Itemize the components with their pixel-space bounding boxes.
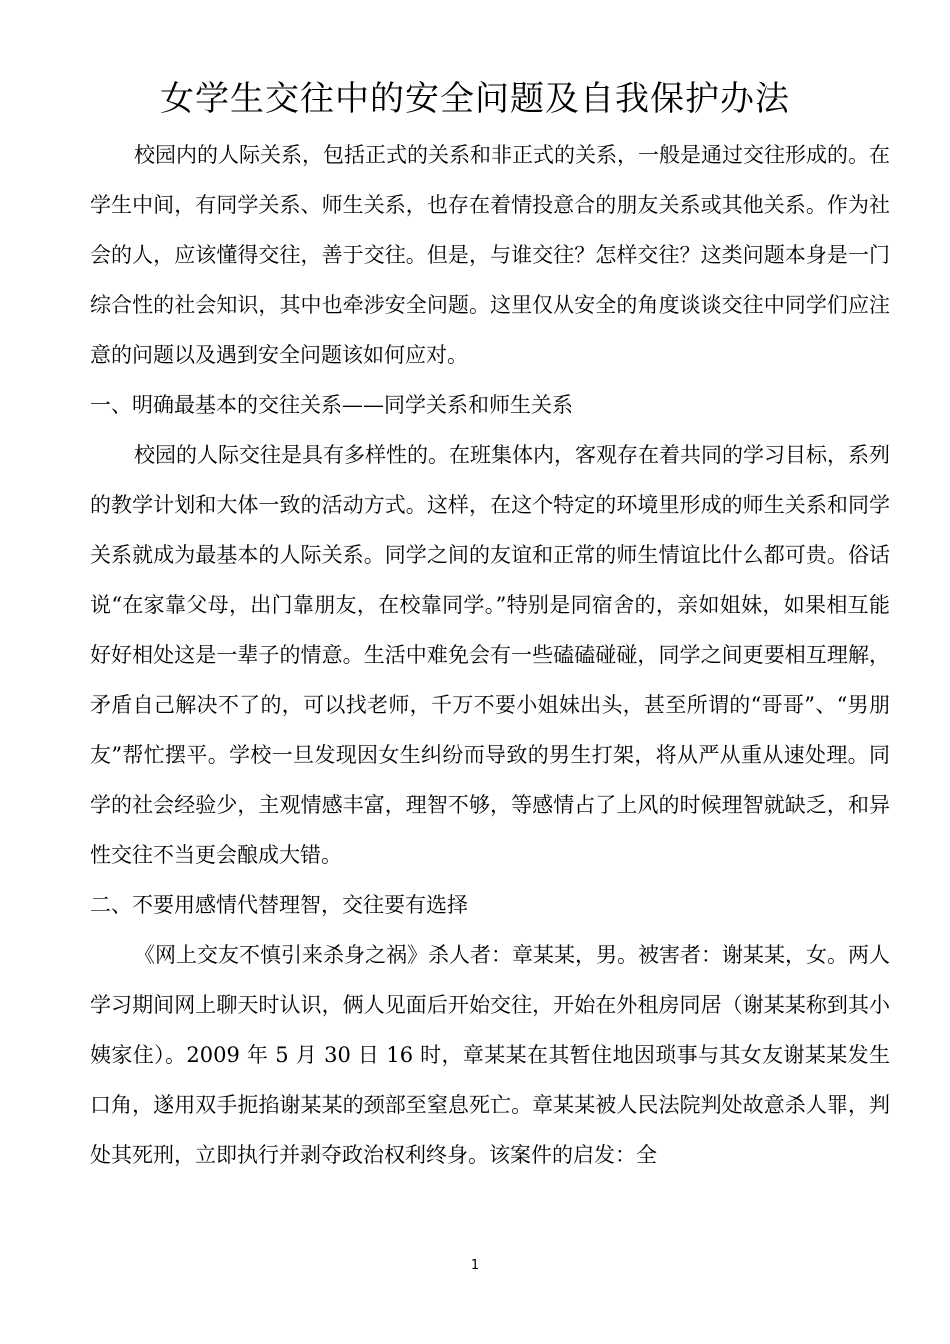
- document-title: 女学生交往中的安全问题及自我保护办法: [160, 79, 790, 119]
- intro-paragraph: 校园内的人际关系，包括正式的关系和非正式的关系，一般是通过交往形成的。在学生中间，有同学关系、师生关系，也存在着情投意合的朋友关系或其他关系。作为社会的人，应该懂得交往，善于交往。但是，与谁交往？怎样交往？这类问题本身是一门综合性的社会知识，其中也牵涉安全问题。这里仅从安全的角度谈谈交往中同学们应注意的问题以及遇到安全问题该如何应对。: [90, 143, 890, 367]
- page-number: 1: [470, 1258, 480, 1273]
- section-1-paragraph: 校园的人际交往是具有多样性的。在班集体内，客观存在着共同的学习目标，系列的教学计划和大体一致的活动方式。这样，在这个特定的环境里形成的师生关系和同学关系就成为最基本的人际关系。同学之间的友谊和正常的师生情谊比什么都可贵。俗话说“在家靠父母，出门靠朋友，在校靠同学。”特别是同宿舍的，亲如姐妹，如果相互能好好相处这是一辈子的情意。生活中难免会有一些磕磕碰碰，同学之间更要相互理解，矛盾自己解决不了的，可以找老师，千万不要小姐妹出头，甚至所谓的“哥哥”、“男朋友”帮忙摆平。学校一旦发现因女生纠纷而导致的男生打架，将从严从重从速处理。同学的社会经验少，主观情感丰富，理智不够，等感情占了上风的时候理智就缺乏，和异性交往不当更会酿成大错。: [90, 443, 890, 867]
- section-2-paragraph: 《网上交友不慎引来杀身之祸》杀人者：章某某，男。被害者：谢某某，女。两人学习期间网上聊天时认识，俩人见面后开始交往，开始在外租房同居（谢某某称到其小姨家住）。2009 年 5 月 30 日 16 时，章某某在其暂住地因琐事与其女友谢某某发生口角，遂用双手扼掐谢某某的颈部至窒息死亡。章某某被人民法院判处故意杀人罪，判处其死刑，立即执行并剥夺政治权利终身。该案件的启发：全: [90, 943, 890, 1167]
- document-body: [90, 130, 890, 1180]
- section-heading-2: 二、不要用感情代替理智，交往要有选择: [90, 893, 468, 917]
- section-heading-1: 一、明确最基本的交往关系——同学关系和师生关系: [90, 393, 573, 417]
